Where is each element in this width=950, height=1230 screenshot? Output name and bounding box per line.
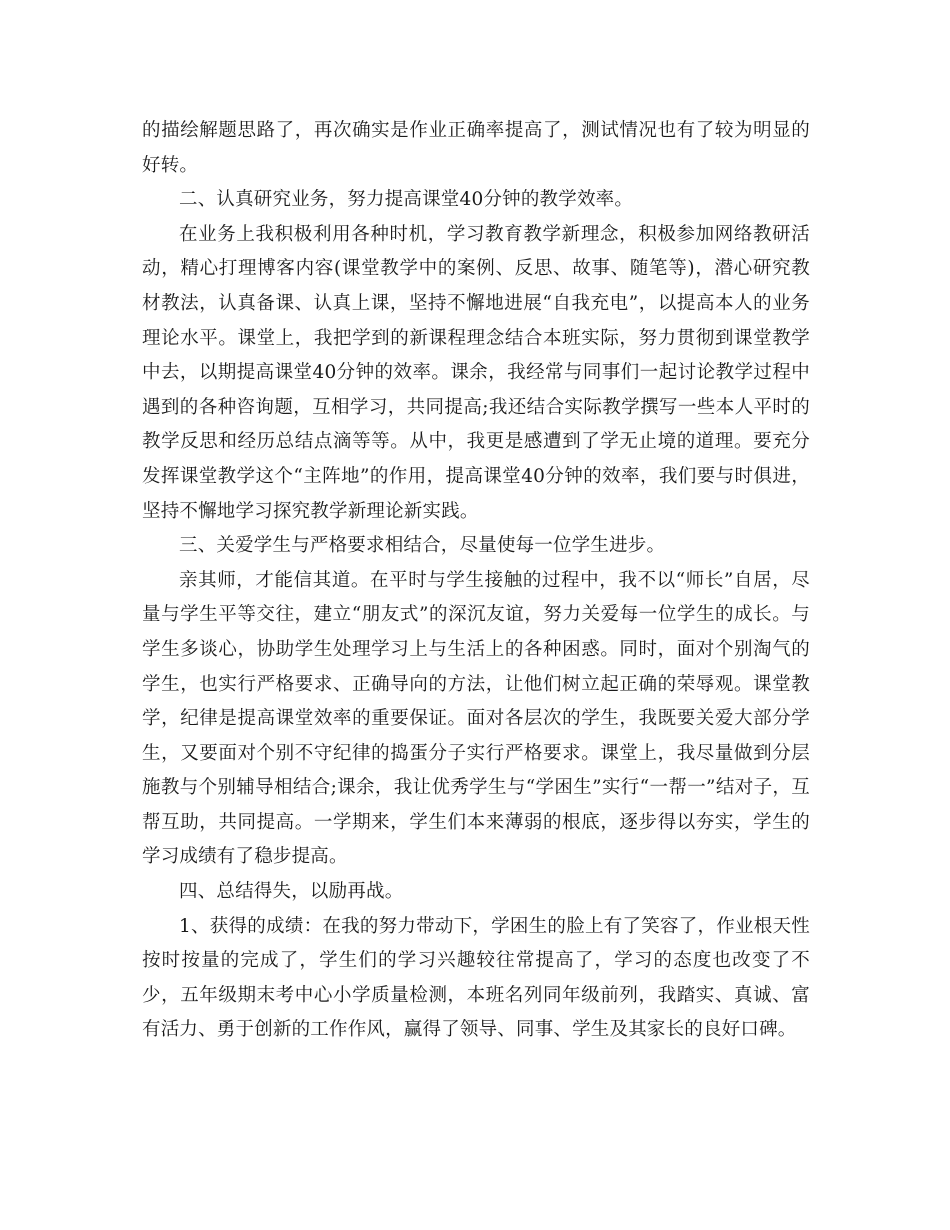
section-heading-2: 二、认真研究业务，努力提高课堂40分钟的教学效率。 xyxy=(179,189,634,211)
paragraph-section-4-item-1: 1、获得的成绩：在我的努力带动下，学困生的脸上有了笑容了，作业根天性按时按量的完成了，学生们的学习兴趣较往常提高了，学习的态度也改变了不少，五年级期末考中心小学质量检测，本班名列同年级前列，我踏实、真诚、富有活力、勇于创新的工作作风，赢得了领导、同事、学生及其家长的良好口碑。 xyxy=(142,915,810,1041)
section-heading-4: 四、总结得失，以励再战。 xyxy=(179,881,404,903)
paragraph-section-2: 在业务上我积极利用各种时机，学习教育教学新理念，积极参加网络教研活动，精心打理博客内容(课堂教学中的案例、反思、故事、随笔等)，潜心研究教材教法，认真备课、认真上课，坚持不懈地进展“自我充电”，以提高本人的业务理论水平。课堂上，我把学到的新课程理念结合本班实际，努力贯彻到课堂教学中去，以期提高课堂40分钟的效率。课余，我经常与同事们一起讨论教学过程中遇到的各种咨询题，互相学习，共同提高;我还结合实际教学撰写一些本人平时的教学反思和经历总结点滴等等。从中，我更是感遭到了学无止境的道理。要充分发挥课堂教学这个“主阵地”的作用，提高课堂40分钟的效率，我们要与时俱进，坚持不懈地学习探究教学新理论新实践。 xyxy=(142,223,810,522)
section-heading-3: 三、关爱学生与严格要求相结合，尽量使每一位学生进步。 xyxy=(179,535,666,557)
paragraph-section-3: 亲其师，才能信其道。在平时与学生接触的过程中，我不以“师长”自居，尽量与学生平等交往，建立“朋友式”的深沉友谊，努力关爱每一位学生的成长。与学生多谈心，协助学生处理学习上与生活上的各种困惑。同时，面对个别淘气的学生，也实行严格要求、正确导向的方法，让他们树立起正确的荣辱观。课堂教学，纪律是提高课堂效率的重要保证。面对各层次的学生，我既要关爱大部分学生，又要面对个别不守纪律的捣蛋分子实行严格要求。课堂上，我尽量做到分层施教与个别辅导相结合;课余，我让优秀学生与“学困生”实行“一帮一”结对子，互帮互助，共同提高。一学期来，学生们本来薄弱的根底，逐步得以夯实，学生的学习成绩有了稳步提高。 xyxy=(142,569,810,868)
document-body xyxy=(142,114,810,1048)
paragraph-continuation: 的描绘解题思路了，再次确实是作业正确率提高了，测试情况也有了较为明显的好转。 xyxy=(142,120,810,176)
